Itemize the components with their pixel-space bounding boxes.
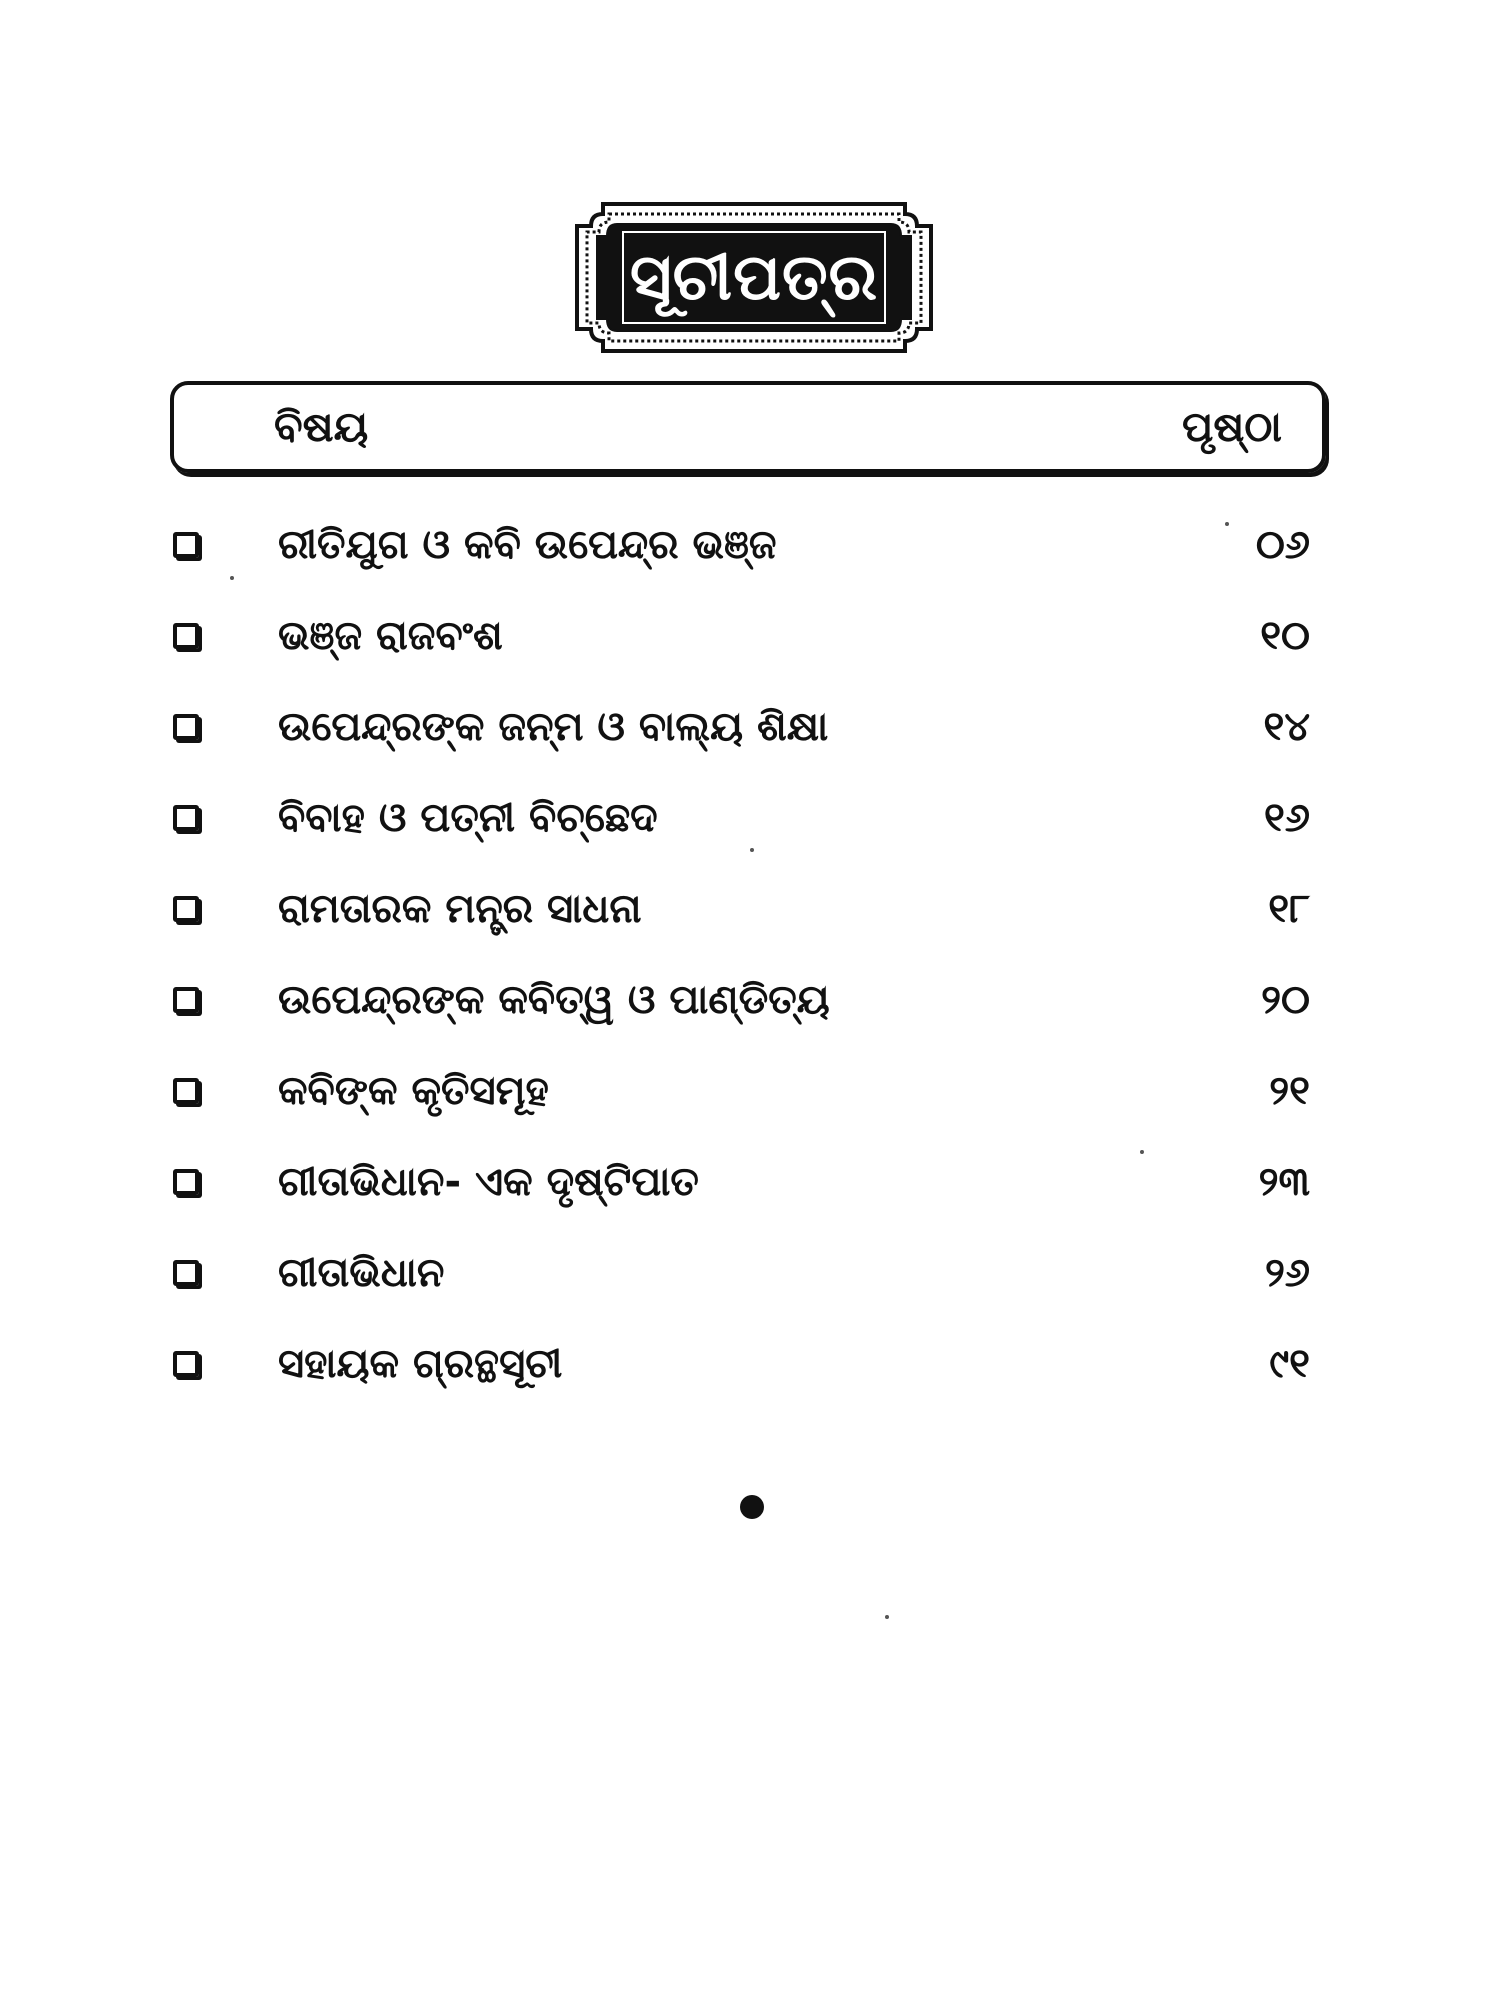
checkbox-bullet-icon [173, 1169, 199, 1195]
entry-page-number: ୧୪ [1263, 704, 1310, 750]
checkbox-bullet-icon [173, 1260, 199, 1286]
entry-title: କବିଙ୍କ କୃତିସମୂହ [278, 1068, 549, 1114]
scan-speck [230, 576, 234, 580]
toc-entry[interactable] [0, 874, 1500, 944]
entry-title: ଗୀତାଭିଧାନ- ଏକ ଦୃଷ୍ଟିପାତ [278, 1159, 699, 1205]
end-ornament-dot [740, 1495, 764, 1519]
entry-title: ରାମତାରକ ମନ୍ତ୍ର ସାଧନା [278, 886, 642, 932]
toc-entry[interactable] [0, 1238, 1500, 1308]
page-title: ସୂଚୀପତ୍ର [629, 240, 879, 315]
toc-entry[interactable] [0, 965, 1500, 1035]
entry-title: ଭଞ୍ଜ ରାଜବଂଶ [278, 613, 503, 659]
toc-entry[interactable] [0, 783, 1500, 853]
toc-entry[interactable] [0, 1329, 1500, 1399]
scan-speck [1140, 1150, 1144, 1154]
checkbox-bullet-icon [173, 714, 199, 740]
checkbox-bullet-icon [173, 987, 199, 1013]
checkbox-bullet-icon [173, 805, 199, 831]
entry-page-number: ୦୬ [1255, 522, 1310, 568]
entry-title: ରୀତିଯୁଗ ଓ କବି ଉପେନ୍ଦ୍ର ଭଞ୍ଜ [278, 522, 777, 568]
entry-page-number: ୧୦ [1260, 613, 1310, 659]
checkbox-bullet-icon [173, 532, 199, 558]
entry-page-number: ୨୩ [1258, 1159, 1310, 1205]
entry-page-number: ୨୬ [1264, 1250, 1310, 1296]
page-column-header: ପୃଷ୍ଠା [1181, 402, 1282, 451]
entry-page-number: ୨୧ [1269, 1068, 1310, 1114]
scan-speck [885, 1615, 889, 1619]
title-plaque [573, 200, 935, 355]
toc-entry[interactable] [0, 510, 1500, 580]
entry-page-number: ୧୬ [1264, 795, 1310, 841]
entry-page-number: ୯୧ [1269, 1341, 1310, 1387]
scan-speck [1225, 522, 1229, 526]
toc-entry[interactable] [0, 692, 1500, 762]
entry-title: ବିବାହ ଓ ପତ୍ନୀ ବିଚ୍ଛେଦ [278, 795, 658, 841]
entry-title: ଉପେନ୍ଦ୍ରଙ୍କ କବିତ୍ୱ ଓ ପାଣ୍ଡିତ୍ୟ [278, 977, 830, 1023]
toc-entry[interactable] [0, 601, 1500, 671]
entry-page-number: ୧୮ [1268, 886, 1310, 932]
scan-speck [750, 848, 754, 852]
entry-title: ଗୀତାଭିଧାନ [278, 1250, 445, 1296]
toc-entry[interactable] [0, 1056, 1500, 1126]
checkbox-bullet-icon [173, 896, 199, 922]
entry-title: ସହାୟକ ଗ୍ରନ୍ଥସୂଚୀ [278, 1341, 563, 1387]
subject-column-header: ବିଷୟ [274, 402, 369, 451]
contents-header [170, 381, 1326, 473]
entry-page-number: ୨୦ [1261, 977, 1310, 1023]
entry-title: ଉପେନ୍ଦ୍ରଙ୍କ ଜନ୍ମ ଓ ବାଲ୍ୟ ଶିକ୍ଷା [278, 704, 829, 750]
checkbox-bullet-icon [173, 1351, 199, 1377]
checkbox-bullet-icon [173, 623, 199, 649]
toc-entry[interactable] [0, 1147, 1500, 1217]
checkbox-bullet-icon [173, 1078, 199, 1104]
